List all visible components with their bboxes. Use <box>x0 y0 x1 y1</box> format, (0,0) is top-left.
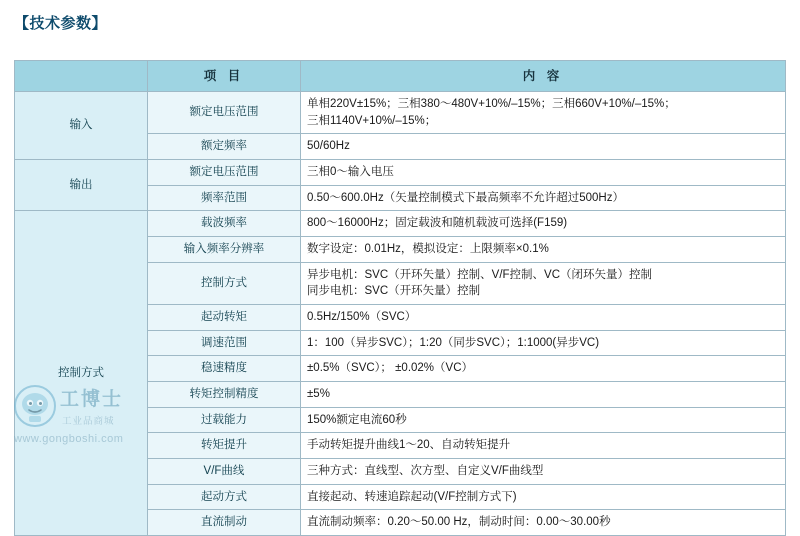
cell-item: 额定频率 <box>148 134 301 160</box>
content-line: 1：100（异步SVC）；1:20（同步SVC）；1:1000(异步VC) <box>307 336 600 349</box>
content-line: 同步电机：SVC（开环矢量）控制 <box>307 285 481 298</box>
column-header-group <box>15 61 148 92</box>
cell-content <box>301 134 786 160</box>
cell-item: 载波频率 <box>148 211 301 237</box>
cell-content <box>301 459 786 485</box>
cell-group: 输入 <box>15 92 148 160</box>
cell-item: 额定电压范围 <box>148 92 301 134</box>
cell-content <box>301 356 786 382</box>
table-head <box>15 61 786 92</box>
cell-content <box>301 330 786 356</box>
cell-item: 转矩提升 <box>148 433 301 459</box>
cell-group: 控制方式 <box>15 211 148 536</box>
cell-content <box>301 407 786 433</box>
table-row <box>15 160 786 186</box>
watermark-brand: 工博士 <box>60 389 124 410</box>
content-line: ±0.5%（SVC）； ±0.02%（VC） <box>307 362 474 375</box>
cell-item: 输入频率分辨率 <box>148 237 301 263</box>
content-line: 800～16000Hz；固定载波和随机载波可选择(F159) <box>307 217 568 230</box>
table-body <box>15 92 786 536</box>
content-line: 0.5Hz/150%（SVC） <box>307 311 417 324</box>
watermark-subtitle: 工业品商城 <box>62 416 115 427</box>
content-line: 三相1140V+10%/–15%； <box>307 114 437 127</box>
cell-content <box>301 433 786 459</box>
cell-content <box>301 510 786 536</box>
cell-content <box>301 305 786 331</box>
cell-content <box>301 211 786 237</box>
content-line: 三种方式：直线型、次方型、自定义V/F曲线型 <box>307 465 544 478</box>
table-row <box>15 211 786 237</box>
content-line: 三相0～输入电压 <box>307 166 394 179</box>
cell-item: 频率范围 <box>148 185 301 211</box>
cell-content <box>301 237 786 263</box>
table-header-row <box>15 61 786 92</box>
cell-item: 起动方式 <box>148 484 301 510</box>
content-line: 150%额定电流60秒 <box>307 413 407 426</box>
content-line: 0.50～600.0Hz（矢量控制模式下最高频率不允许超过500Hz） <box>307 191 624 204</box>
content-line: 手动转矩提升曲线1～20、自动转矩提升 <box>307 439 511 452</box>
cell-content <box>301 185 786 211</box>
content-line: 数字设定：0.01Hz，模拟设定：上限频率×0.1% <box>307 243 549 256</box>
column-header-content: 内 容 <box>301 61 786 92</box>
cell-content <box>301 160 786 186</box>
technical-parameters-table <box>14 60 786 536</box>
page-title: 【技术参数】 <box>14 15 108 32</box>
watermark-url: www.gongboshi.com <box>14 433 124 445</box>
content-line: 50/60Hz <box>307 140 350 153</box>
content-line: 直接起动、转速追踪起动(V/F控制方式下) <box>307 490 517 503</box>
content-line: ±5% <box>307 388 330 401</box>
column-header-item: 项 目 <box>148 61 301 92</box>
cell-group: 输出 <box>15 160 148 211</box>
cell-item: 调速范围 <box>148 330 301 356</box>
cell-content <box>301 92 786 134</box>
cell-content <box>301 382 786 408</box>
cell-content <box>301 262 786 304</box>
table-row <box>15 92 786 134</box>
cell-item: 稳速精度 <box>148 356 301 382</box>
cell-item: 直流制动 <box>148 510 301 536</box>
cell-item: 转矩控制精度 <box>148 382 301 408</box>
content-line: 单相220V±15%；三相380～480V+10%/–15%；三相660V+10%/–15%； <box>307 98 676 110</box>
cell-item: 额定电压范围 <box>148 160 301 186</box>
content-line: 直流制动频率：0.20～50.00 Hz，制动时间：0.00～30.00秒 <box>307 516 611 529</box>
cell-item: 过载能力 <box>148 407 301 433</box>
content-line: 异步电机：SVC（开环矢量）控制、V/F控制、VC（闭环矢量）控制 <box>307 268 653 281</box>
cell-item: 控制方式 <box>148 262 301 304</box>
cell-content <box>301 484 786 510</box>
cell-item: 起动转矩 <box>148 305 301 331</box>
cell-item: V/F曲线 <box>148 459 301 485</box>
